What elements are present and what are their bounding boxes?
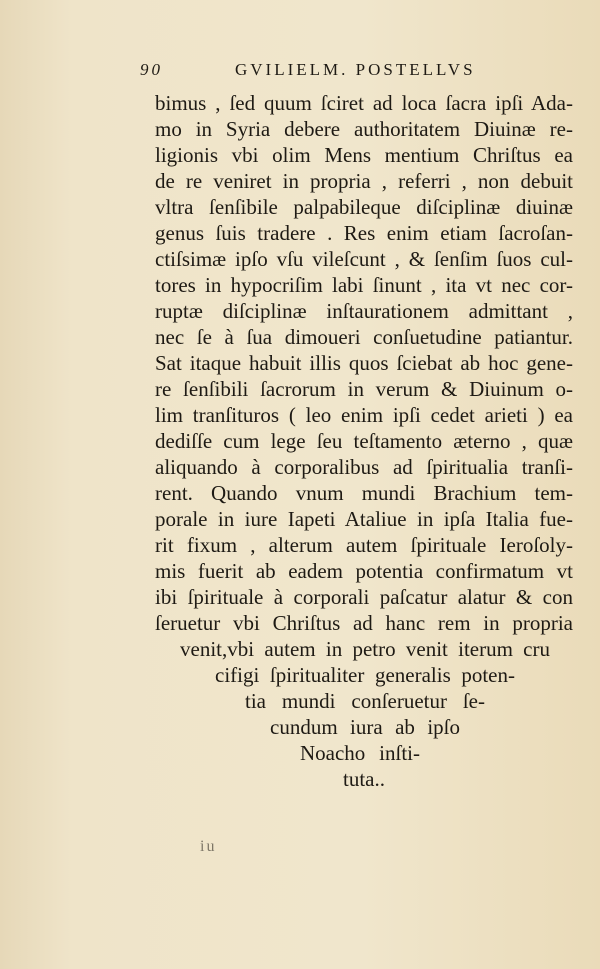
text-line: mo in Syria debere authoritatem Diuinæ re- bbox=[155, 117, 573, 141]
page-number: 90 bbox=[140, 60, 163, 79]
text-line: cundum iura ab ipſo bbox=[270, 715, 460, 739]
text-line: ligionis vbi olim Mens mentium Chriſtus ea bbox=[155, 143, 573, 167]
text-line: tores in hypocriſim labi ſinunt , ita vt nec cor- bbox=[155, 273, 573, 297]
text-line: nec ſe à ſua dimoueri conſuetudine patiantur. bbox=[155, 325, 573, 349]
text-line: mis fuerit ab eadem potentia confirmatum vt bbox=[155, 559, 573, 583]
text-line: bimus , ſed quum ſciret ad loca ſacra ipſi Ada- bbox=[155, 91, 573, 115]
text-line: Noacho inſti- bbox=[300, 741, 420, 765]
text-line: porale in iure Iapeti Ataliue in ipſa Italia fue- bbox=[155, 507, 573, 531]
text-line: tia mundi conſeruetur ſe- bbox=[245, 689, 485, 713]
catchword: iu bbox=[200, 838, 217, 855]
text-line: venit,vbi autem in petro venit iterum cru bbox=[180, 637, 550, 661]
text-line: vltra ſenſibile palpabileque diſciplinæ diuinæ bbox=[155, 195, 573, 219]
text-line: re ſenſibili ſacrorum in verum & Diuinum o- bbox=[155, 377, 573, 401]
running-title: GVILIELM. POSTELLVS bbox=[235, 60, 476, 79]
text-line: rent. Quando vnum mundi Brachium tem- bbox=[155, 481, 573, 505]
text-line: lim tranſituros ( leo enim ipſi cedet arieti ) ea bbox=[155, 403, 573, 427]
text-line: rit fixum , alterum autem ſpirituale Ieroſoly- bbox=[155, 533, 573, 557]
text-line: aliquando à corporalibus ad ſpiritualia tranſi- bbox=[155, 455, 573, 479]
text-line: Sat itaque habuit illis quos ſciebat ab hoc gene- bbox=[155, 351, 573, 375]
text-line: dediſſe cum lege ſeu teſtamento æterno , quæ bbox=[155, 429, 573, 453]
text-line: tuta.. bbox=[343, 767, 385, 791]
text-line: ibi ſpirituale à corporali paſcatur alatur & con bbox=[155, 585, 573, 609]
text-line: ctiſsimæ ipſo vſu vileſcunt , & ſenſim ſuos cul- bbox=[155, 247, 573, 271]
text-line: cifigi ſpiritualiter generalis poten- bbox=[215, 663, 515, 687]
text-line: genus ſuis tradere . Res enim etiam ſacroſan- bbox=[155, 221, 573, 245]
text-line: ruptæ diſciplinæ inſtaurationem admittant , bbox=[155, 299, 573, 323]
text-line: ſeruetur vbi Chriſtus ad hanc rem in propria bbox=[155, 611, 573, 635]
text-line: de re veniret in propria , referri , non debuit bbox=[155, 169, 573, 193]
